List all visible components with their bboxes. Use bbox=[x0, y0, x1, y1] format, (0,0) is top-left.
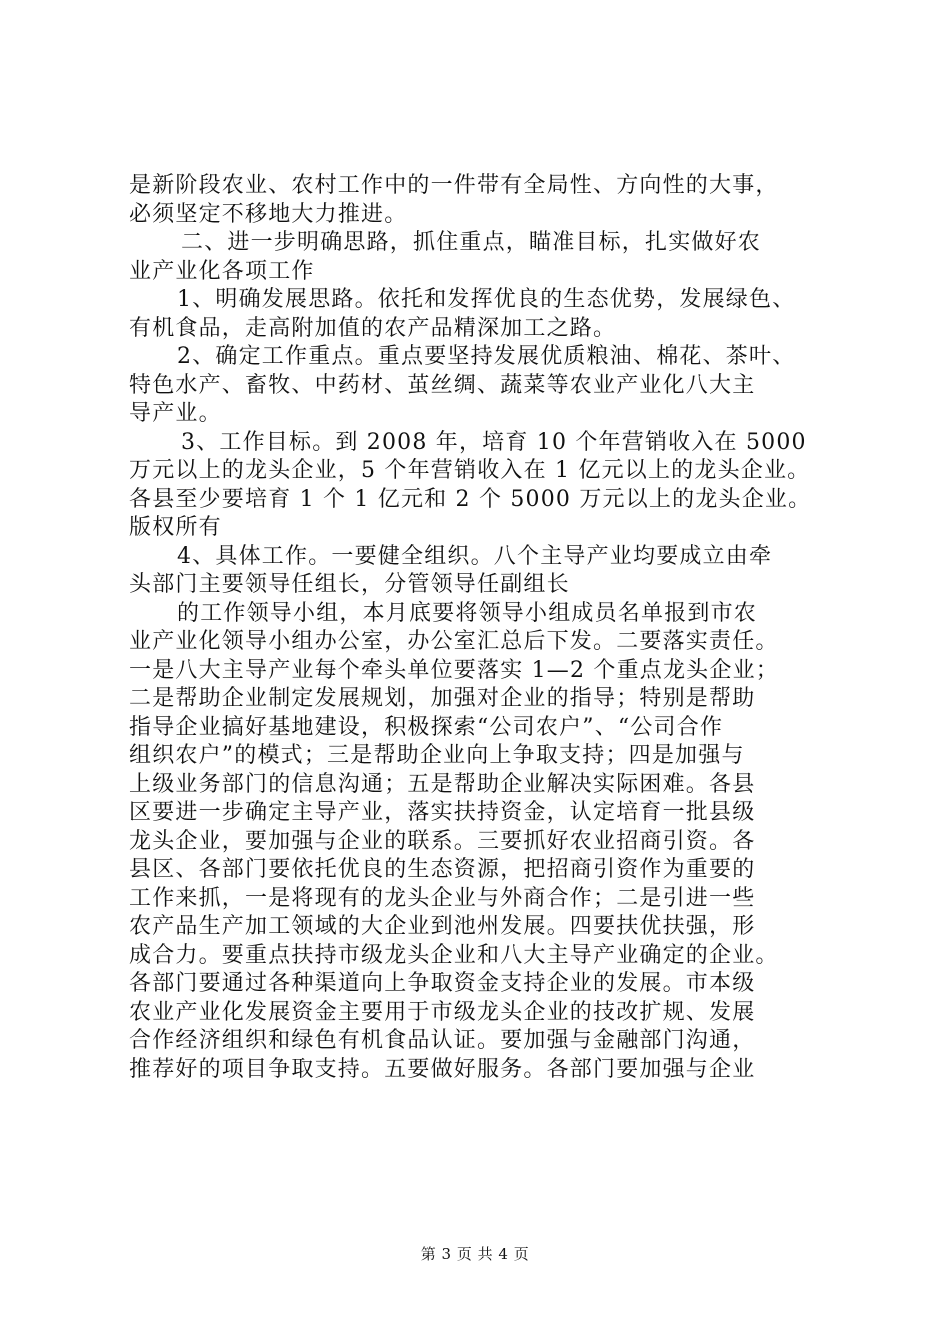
text-line: 导产业。 bbox=[129, 401, 222, 426]
text-line: 工作来抓，一是将现有的龙头企业与外商合作；二是引进一些 bbox=[129, 885, 756, 911]
page-footer: 第 3 页 共 4 页 bbox=[420, 1245, 530, 1263]
text-line: 4、具体工作。一要健全组织。八个主导产业均要成立由牵 bbox=[177, 543, 773, 569]
text-line: 上级业务部门的信息沟通；五是帮助企业解决实际困难。各县 bbox=[129, 771, 756, 797]
text-line: 各部门要通过各种渠道向上争取资金支持企业的发展。市本级 bbox=[129, 971, 756, 996]
text-line: 2、确定工作重点。重点要坚持发展优质粮油、棉花、茶叶、 bbox=[177, 344, 796, 369]
text-line: 农业产业化发展资金主要用于市级龙头企业的技改扩规、发展 bbox=[129, 999, 756, 1025]
text-line: 县区、各部门要依托优良的生态资源，把招商引资作为重要的 bbox=[129, 857, 756, 882]
text-line: 龙头企业，要加强与企业的联系。三要抓好农业招商引资。各 bbox=[129, 828, 756, 854]
text-line: 必须坚定不移地大力推进。 bbox=[129, 201, 408, 227]
text-line: 指导企业搞好基地建设，积极探索“公司农户”、“公司合作 bbox=[129, 714, 724, 740]
text-line: 版权所有 bbox=[129, 515, 222, 540]
text-line: 一是八大主导产业每个牵头单位要落实 1—2 个重点龙头企业； bbox=[129, 657, 779, 683]
text-line: 二、进一步明确思路，抓住重点，瞄准目标，扎实做好农 bbox=[181, 230, 762, 255]
text-line: 二是帮助企业制定发展规划，加强对企业的指导；特别是帮助 bbox=[129, 686, 756, 711]
text-line: 各县至少要培育 1 个 1 亿元和 2 个 5000 万元以上的龙头企业。 bbox=[129, 486, 812, 512]
text-line: 成合力。要重点扶持市级龙头企业和八大主导产业确定的企业。 bbox=[129, 942, 779, 968]
text-line: 区要进一步确定主导产业，落实扶持资金，认定培育一批县级 bbox=[129, 800, 756, 825]
text-line: 3、工作目标。到 2008 年，培育 10 个年营销收入在 5000 bbox=[181, 429, 807, 455]
text-line: 业产业化各项工作 bbox=[129, 258, 315, 284]
text-line: 1、明确发展思路。依托和发挥优良的生态优势，发展绿色、 bbox=[177, 287, 796, 312]
body-text bbox=[129, 172, 869, 1084]
text-line: 的工作领导小组，本月底要将领导小组成员名单报到市农 bbox=[177, 600, 758, 626]
text-line: 农产品生产加工领域的大企业到池州发展。四要扶优扶强，形 bbox=[129, 914, 756, 939]
text-line: 万元以上的龙头企业，5 个年营销收入在 1 亿元以上的龙头企业。 bbox=[129, 458, 811, 483]
text-line: 有机食品，走高附加值的农产品精深加工之路。 bbox=[129, 315, 617, 341]
text-line: 合作经济组织和绿色有机食品认证。要加强与金融部门沟通， bbox=[129, 1028, 756, 1053]
text-line: 业产业化领导小组办公室，办公室汇总后下发。二要落实责任。 bbox=[129, 629, 779, 654]
text-line: 组织农户”的模式；三是帮助企业向上争取支持；四是加强与 bbox=[129, 743, 745, 768]
text-line: 是新阶段农业、农村工作中的一件带有全局性、方向性的大事， bbox=[129, 173, 779, 198]
text-line: 推荐好的项目争取支持。五要做好服务。各部门要加强与企业 bbox=[129, 1056, 756, 1082]
text-line: 头部门主要领导任组长，分管领导任副组长 bbox=[129, 572, 570, 597]
text-line: 特色水产、畜牧、中药材、茧丝绸、蔬菜等农业产业化八大主 bbox=[129, 372, 756, 398]
